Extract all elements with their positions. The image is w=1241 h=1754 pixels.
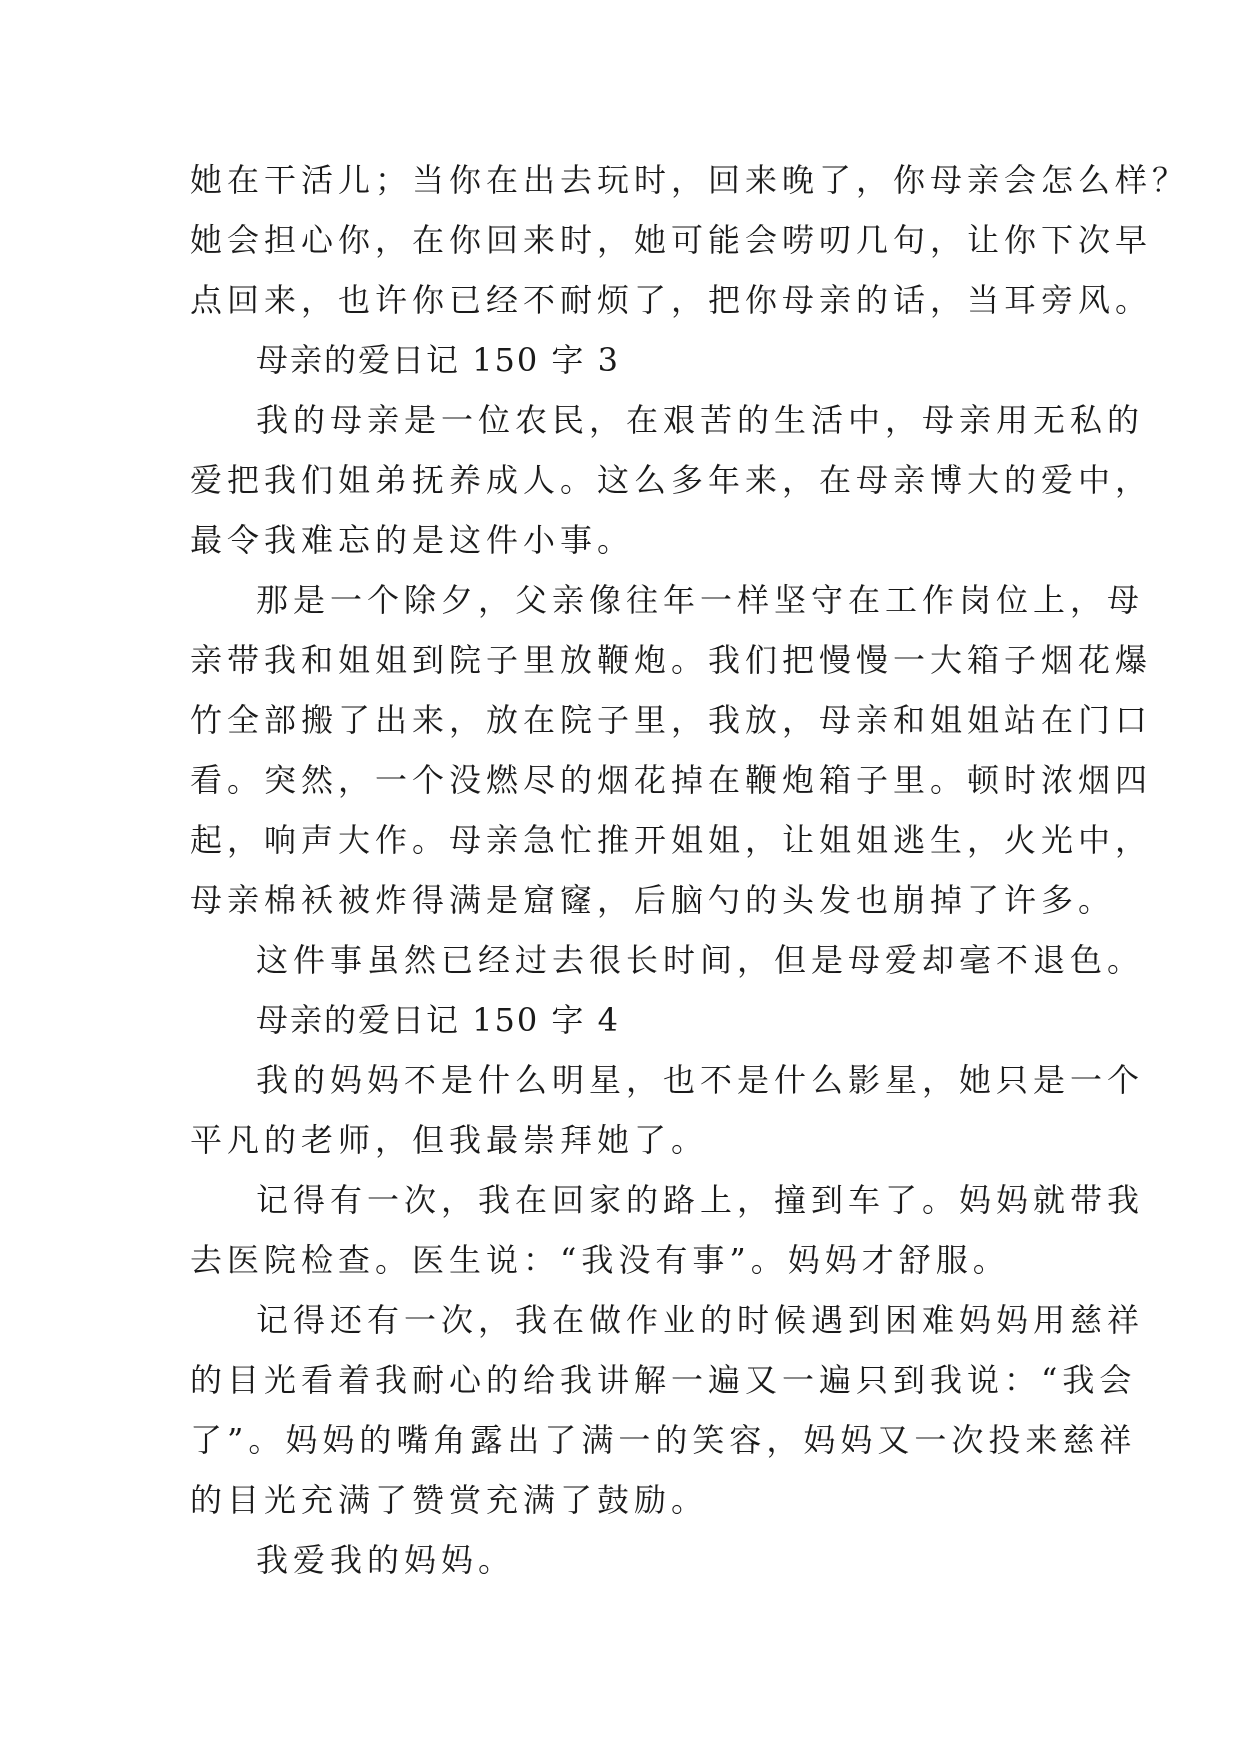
text-line: 她在干活儿；当你在出去玩时，回来晚了，你母亲会怎么样？	[190, 161, 1190, 199]
text-line: 的目光充满了赞赏充满了鼓励。	[190, 1481, 709, 1519]
text-line: 竹全部搬了出来，放在院子里，我放，母亲和姐姐站在门口	[190, 701, 1153, 739]
text-line: 最令我难忘的是这件小事。	[190, 521, 635, 559]
text-line: 她会担心你，在你回来时，她可能会唠叨几句，让你下次早	[190, 221, 1153, 259]
section-heading: 母亲的爱日记 150 字 3	[256, 341, 620, 379]
paragraph-first-line: 这件事虽然已经过去很长时间，但是母爱却毫不退色。	[256, 941, 1145, 979]
text-line: 母亲棉袄被炸得满是窟窿，后脑勺的头发也崩掉了许多。	[190, 881, 1116, 919]
text-line: 爱把我们姐弟抚养成人。这么多年来，在母亲博大的爱中，	[190, 461, 1153, 499]
paragraph-first-line: 我的母亲是一位农民，在艰苦的生活中，母亲用无私的	[256, 401, 1145, 439]
text-line: 点回来，也许你已经不耐烦了，把你母亲的话，当耳旁风。	[190, 281, 1153, 319]
text-line: 起，响声大作。母亲急忙推开姐姐，让姐姐逃生，火光中，	[190, 821, 1153, 859]
paragraph-first-line: 记得还有一次，我在做作业的时候遇到困难妈妈用慈祥	[256, 1301, 1145, 1339]
text-line: 的目光看着我耐心的给我讲解一遍又一遍只到我说：“我会	[190, 1361, 1137, 1399]
text-line: 亲带我和姐姐到院子里放鞭炮。我们把慢慢一大箱子烟花爆	[190, 641, 1153, 679]
paragraph-first-line: 我爱我的妈妈。	[256, 1541, 516, 1579]
paragraph-first-line: 那是一个除夕，父亲像往年一样坚守在工作岗位上，母	[256, 581, 1145, 619]
text-line: 了”。妈妈的嘴角露出了满一的笑容，妈妈又一次投来慈祥	[190, 1421, 1137, 1459]
text-line: 去医院检查。医生说：“我没有事”。妈妈才舒服。	[190, 1241, 1010, 1279]
paragraph-first-line: 我的妈妈不是什么明星，也不是什么影星，她只是一个	[256, 1061, 1145, 1099]
section-heading: 母亲的爱日记 150 字 4	[256, 1001, 620, 1039]
text-line: 平凡的老师，但我最崇拜她了。	[190, 1121, 709, 1159]
paragraph-first-line: 记得有一次，我在回家的路上，撞到车了。妈妈就带我	[256, 1181, 1145, 1219]
text-line: 看。突然，一个没燃尽的烟花掉在鞭炮箱子里。顿时浓烟四	[190, 761, 1153, 799]
